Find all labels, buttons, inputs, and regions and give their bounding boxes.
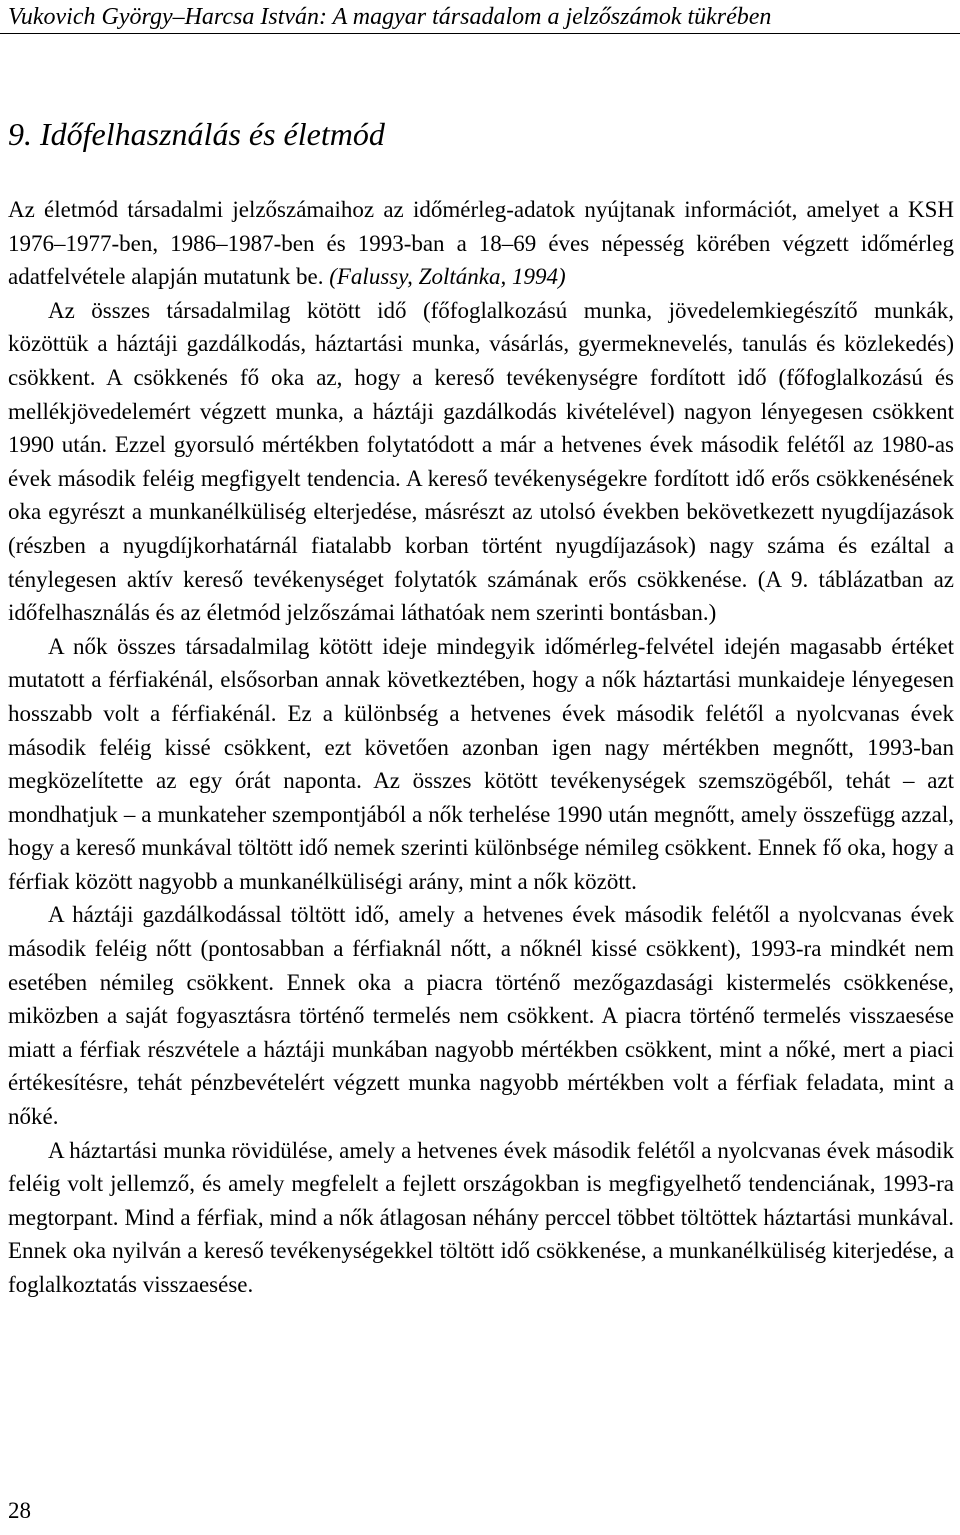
paragraph: A háztartási munka rövidülése, amely a hetvenes évek második felétől a nyolcvanas évek második feléig volt jellemző, és amely megfelelt a fejlett országokban is megfigyelhető tendenciának, 1993-ra megtorpant. Mind a férfiak, mind a nők átlagosan néhány perccel többet töltöttek háztartási munkával. Ennek oka nyilván a kereső tevékenységekkel töltött idő csökkenése, a munkanélküliség kiterjedése, a foglalkoztatás visszaesése. <box>8 1137 954 1297</box>
citation: (Falussy, Zoltánka, 1994) <box>329 264 566 290</box>
running-title: Vukovich György–Harcsa István: A magyar társadalom a jelzőszámok tükrében <box>8 4 772 30</box>
page-number: 28 <box>8 1498 31 1523</box>
chapter-title: 9. Időfelhasználás és életmód <box>8 116 385 152</box>
paragraph <box>8 193 954 294</box>
running-header <box>0 0 960 34</box>
paragraph: Az összes társadalmilag kötött idő (főfoglalkozású munka, jövedelemkiegészítő munkák, közöttük a háztáji gazdálkodás, háztartási munka, vásárlás, gyermeknevelés, tanulás és közlekedés) csökkent. A csökkenés fő oka az, hogy a kereső tevékenységre fordított idő (főfoglalkozású és mellékjövedelemért végzett munka, a háztáji gazdálkodás kivételével) nagyon lényegesen csökkent 1990 után. Ezzel gyorsuló mértékben folytatódott a már a hetvenes évek második felétől az 1980-as évek második feléig megfigyelt tendencia. A kereső tevékenységekre fordított idő erős csökkenésének oka egyrészt a munkanélküliség elterjedése, másrészt az utolsó években bekövetkezett nyugdíjazások (részben a nyugdíjkorhatárnál fiatalabb korban történt nyugdíjazások) nagy száma és ezáltal a ténylegesen aktív kereső tevékenységet folytatók számának erős csökkenése. (A 9. táblázatban az időfelhasználás és az életmód jelzőszámai láthatóak nem szerinti bontásban.) <box>8 297 954 626</box>
paragraph: A háztáji gazdálkodással töltött idő, amely a hetvenes évek második felétől a nyolcvanas évek második feléig nőtt (pontosabban a férfiaknál nőtt, a nőknél kissé csökkent), 1993-ra mindkét nem esetében némileg csökkent. Ennek oka a piacra történő mezőgazdasági kistermelés csökkenése, miközben a saját fogyasztásra történő termelés nem csökkent. A piacra történő termelés visszaesése miatt a férfiak részvétele a háztáji munkában nagyobb mértékben csökkent, mint a nőké, mert a piaci értékesítésre, tehát pénzbevételért végzett munka nagyobb mértékben volt a férfiak feladata, mint a nőké. <box>8 902 954 1130</box>
body-text <box>8 193 954 1302</box>
paragraph-text: Az életmód társadalmi jelzőszámaihoz az időmérleg-adatok nyújtanak információt, amelyet a KSH 1976–1977-ben, 1986–1987-ben és 1993-ban a 18–69 éves népesség körében végzett időmérleg adatfelvétele alapján mutatunk be. <box>8 197 954 290</box>
paragraph: A nők összes társadalmilag kötött ideje mindegyik időmérleg-felvétel idején magasabb értéket mutatott a férfiakénál, elsősorban annak következtében, hogy a nők háztartási munkaideje lényegesen hosszabb volt a férfiakénál. Ez a különbség a hetvenes évek második felétől a nyolcvanas évek második feléig kissé csökkent, ezt követően azonban igen nagy mértékben megnőtt, 1993-ban megközelítette az egy órát naponta. Az összes kötött tevékenységek szemszögéből, tehát – azt mondhatjuk – a munkateher szempontjából a nők terhelése 1990 után megnőtt, amely összefügg azzal, hogy a kereső munkával töltött idő nemek szerinti különbsége némileg csökkent. Ennek fő oka, hogy a férfiak között nagyobb a munkanélküliségi arány, mint a nők között. <box>8 633 954 894</box>
